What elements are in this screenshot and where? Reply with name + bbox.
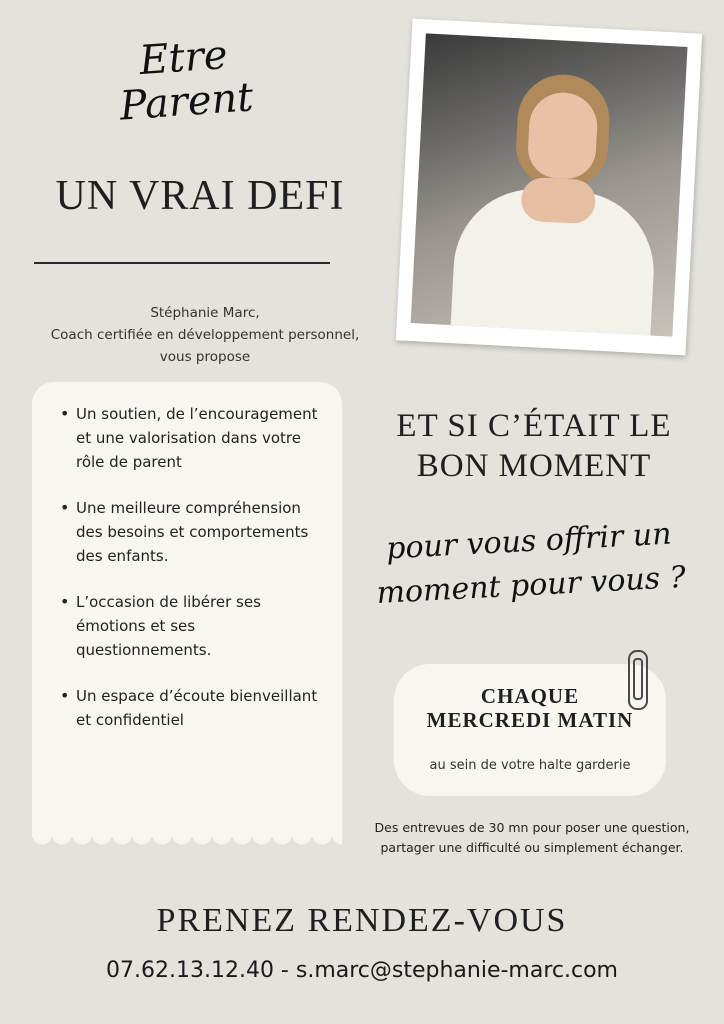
paperclip-icon <box>628 650 648 710</box>
schedule-location: au sein de votre halte garderie <box>429 758 631 773</box>
script-title-line1: Etre <box>137 32 229 85</box>
headline-script <box>348 511 712 618</box>
script-title <box>57 27 313 132</box>
headline <box>364 406 704 486</box>
schedule-line1: CHAQUE <box>480 684 580 708</box>
intro-line3: vous propose <box>159 349 251 365</box>
contact-info: 07.62.13.12.40 - s.marc@stephanie-marc.com <box>106 958 618 983</box>
sessions-info <box>352 818 712 858</box>
headline-script-line1: pour vous offrir un <box>385 516 673 567</box>
benefit-item: • L’occasion de libérer ses émotions et ses questionnements. <box>62 590 324 662</box>
cta-title: PRENEZ RENDEZ-VOUS <box>156 902 568 939</box>
page-title: UN VRAI DEFI <box>55 173 345 219</box>
sessions-line2: partager une difficulté ou simplement échanger. <box>380 840 684 855</box>
intro-text <box>20 302 390 368</box>
benefit-item: • Un soutien, de l’encouragement et une valorisation dans votre rôle de parent <box>62 402 324 474</box>
benefits-list <box>32 382 342 732</box>
headline-script-line2: moment pour vous ? <box>375 559 687 612</box>
schedule-card <box>394 664 666 796</box>
intro-line2: Coach certifiée en développement personnel, <box>50 327 360 343</box>
title-divider <box>34 262 330 264</box>
headline-line2: BON MOMENT <box>416 448 652 484</box>
schedule-line2: MERCREDI MATIN <box>426 708 634 732</box>
benefit-item: • Une meilleure compréhension des besoins et comportements des enfants. <box>62 496 324 568</box>
photo-frame <box>396 19 702 356</box>
schedule-title <box>394 684 666 732</box>
script-title-line2: Parent <box>118 74 255 130</box>
sessions-line1: Des entrevues de 30 mn pour poser une question, <box>374 820 690 835</box>
intro-line1: Stéphanie Marc, <box>150 305 260 321</box>
coach-photo <box>411 33 688 336</box>
benefit-item: • Un espace d’écoute bienveillant et confidentiel <box>62 684 324 732</box>
headline-line1: ET SI C’ÉTAIT LE <box>396 408 672 444</box>
benefits-card <box>32 382 342 837</box>
